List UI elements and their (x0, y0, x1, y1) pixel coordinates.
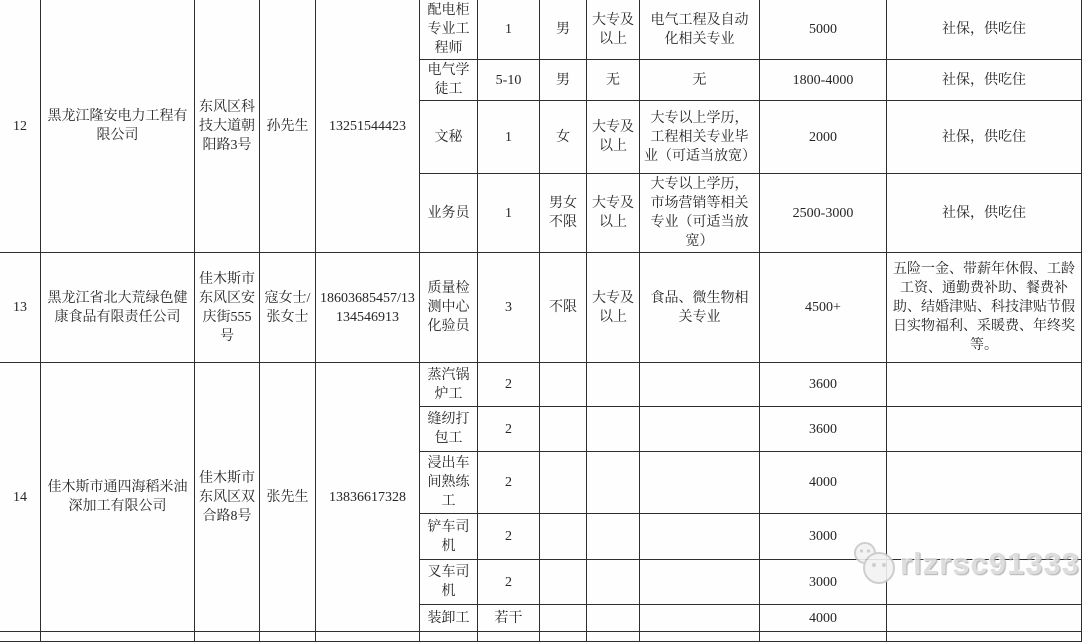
headcount-cell: 2 (478, 514, 540, 560)
major-cell: 大专以上学历，市场营销等相关专业（可适当放宽） (640, 174, 760, 253)
position-cell: 电气学徒工 (420, 60, 478, 101)
education-cell (587, 407, 640, 452)
salary-cell: 2000 (760, 101, 887, 174)
salary-cell: 3000 (760, 560, 887, 605)
salary-cell: 4000 (760, 605, 887, 632)
major-cell: 无 (640, 60, 760, 101)
position-cell: 配电柜专业工程师 (420, 0, 478, 60)
watermark-text: rlzrsc91333 (900, 546, 1080, 581)
headcount-cell: 5-10 (478, 60, 540, 101)
row-index: 13 (0, 253, 41, 363)
gender-cell (540, 407, 587, 452)
empty-cell (587, 632, 640, 642)
major-cell: 大专以上学历，工程相关专业毕业（可适当放宽） (640, 101, 760, 174)
education-cell (587, 560, 640, 605)
table-row-partial (0, 632, 1082, 642)
major-cell (640, 514, 760, 560)
contact-cell: 孙先生 (260, 0, 316, 253)
contact-cell: 张先生 (260, 363, 316, 632)
headcount-cell: 3 (478, 253, 540, 363)
headcount-cell: 1 (478, 101, 540, 174)
major-cell: 电气工程及自动化相关专业 (640, 0, 760, 60)
row-index: 12 (0, 0, 41, 253)
gender-cell (540, 514, 587, 560)
position-cell: 缝纫打包工 (420, 407, 478, 452)
empty-cell (640, 632, 760, 642)
position-cell: 业务员 (420, 174, 478, 253)
table-row (0, 363, 1082, 407)
company-cell: 黑龙江隆安电力工程有限公司 (41, 0, 195, 253)
benefits-cell: 社保，供吃住 (887, 101, 1082, 174)
gender-cell (540, 363, 587, 407)
position-cell: 铲车司机 (420, 514, 478, 560)
benefits-cell: 社保，供吃住 (887, 0, 1082, 60)
benefits-cell (887, 514, 1082, 560)
education-cell: 无 (587, 60, 640, 101)
salary-cell: 3600 (760, 363, 887, 407)
address-cell: 佳木斯市东风区双合路8号 (195, 363, 260, 632)
benefits-cell (887, 452, 1082, 514)
education-cell: 大专及以上 (587, 101, 640, 174)
empty-cell (0, 632, 41, 642)
gender-cell: 男 (540, 60, 587, 101)
position-cell: 蒸汽锅炉工 (420, 363, 478, 407)
table-row (0, 0, 1082, 60)
education-cell: 大专及以上 (587, 0, 640, 60)
education-cell (587, 514, 640, 560)
headcount-cell: 2 (478, 363, 540, 407)
benefits-cell: 社保，供吃住 (887, 174, 1082, 253)
salary-cell: 2500-3000 (760, 174, 887, 253)
salary-cell: 3600 (760, 407, 887, 452)
position-cell: 叉车司机 (420, 560, 478, 605)
position-cell: 装卸工 (420, 605, 478, 632)
major-cell: 食品、微生物相关专业 (640, 253, 760, 363)
headcount-cell: 若干 (478, 605, 540, 632)
benefits-cell (887, 363, 1082, 407)
empty-cell (260, 632, 316, 642)
salary-cell: 5000 (760, 0, 887, 60)
major-cell (640, 605, 760, 632)
education-cell: 大专及以上 (587, 174, 640, 253)
headcount-cell: 1 (478, 174, 540, 253)
row-index: 14 (0, 363, 41, 632)
company-cell: 佳木斯市通四海稻米油深加工有限公司 (41, 363, 195, 632)
major-cell (640, 452, 760, 514)
empty-cell (540, 632, 587, 642)
education-cell (587, 363, 640, 407)
salary-cell: 4000 (760, 452, 887, 514)
empty-cell (760, 632, 887, 642)
gender-cell: 不限 (540, 253, 587, 363)
education-cell (587, 452, 640, 514)
phone-cell: 13836617328 (316, 363, 420, 632)
gender-cell: 女 (540, 101, 587, 174)
gender-cell: 男女不限 (540, 174, 587, 253)
benefits-cell (887, 407, 1082, 452)
major-cell (640, 407, 760, 452)
gender-cell (540, 605, 587, 632)
headcount-cell: 1 (478, 0, 540, 60)
gender-cell (540, 560, 587, 605)
position-cell: 质量检测中心化验员 (420, 253, 478, 363)
major-cell (640, 560, 760, 605)
benefits-cell (887, 560, 1082, 605)
benefits-cell: 社保，供吃住 (887, 60, 1082, 101)
empty-cell (195, 632, 260, 642)
company-cell: 黑龙江省北大荒绿色健康食品有限责任公司 (41, 253, 195, 363)
headcount-cell: 2 (478, 407, 540, 452)
phone-cell: 18603685457/13134546913 (316, 253, 420, 363)
empty-cell (478, 632, 540, 642)
benefits-cell: 五险一金、带薪年休假、工龄工资、通勤费补助、餐费补助、结婚津贴、科技津贴节假日实物福利、采暖费、年终奖等。 (887, 253, 1082, 363)
address-cell: 东风区科技大道朝阳路3号 (195, 0, 260, 253)
phone-cell: 13251544423 (316, 0, 420, 253)
salary-cell: 1800-4000 (760, 60, 887, 101)
contact-cell: 寇女士/张女士 (260, 253, 316, 363)
position-cell: 文秘 (420, 101, 478, 174)
empty-cell (316, 632, 420, 642)
empty-cell (887, 632, 1082, 642)
benefits-cell (887, 605, 1082, 632)
gender-cell (540, 452, 587, 514)
position-cell: 浸出车间熟练工 (420, 452, 478, 514)
salary-cell: 4500+ (760, 253, 887, 363)
address-cell: 佳木斯市东风区安庆街555号 (195, 253, 260, 363)
table-row (0, 253, 1082, 363)
headcount-cell: 2 (478, 452, 540, 514)
empty-cell (420, 632, 478, 642)
headcount-cell: 2 (478, 560, 540, 605)
education-cell (587, 605, 640, 632)
major-cell (640, 363, 760, 407)
empty-cell (41, 632, 195, 642)
salary-cell: 3000 (760, 514, 887, 560)
gender-cell: 男 (540, 0, 587, 60)
education-cell: 大专及以上 (587, 253, 640, 363)
